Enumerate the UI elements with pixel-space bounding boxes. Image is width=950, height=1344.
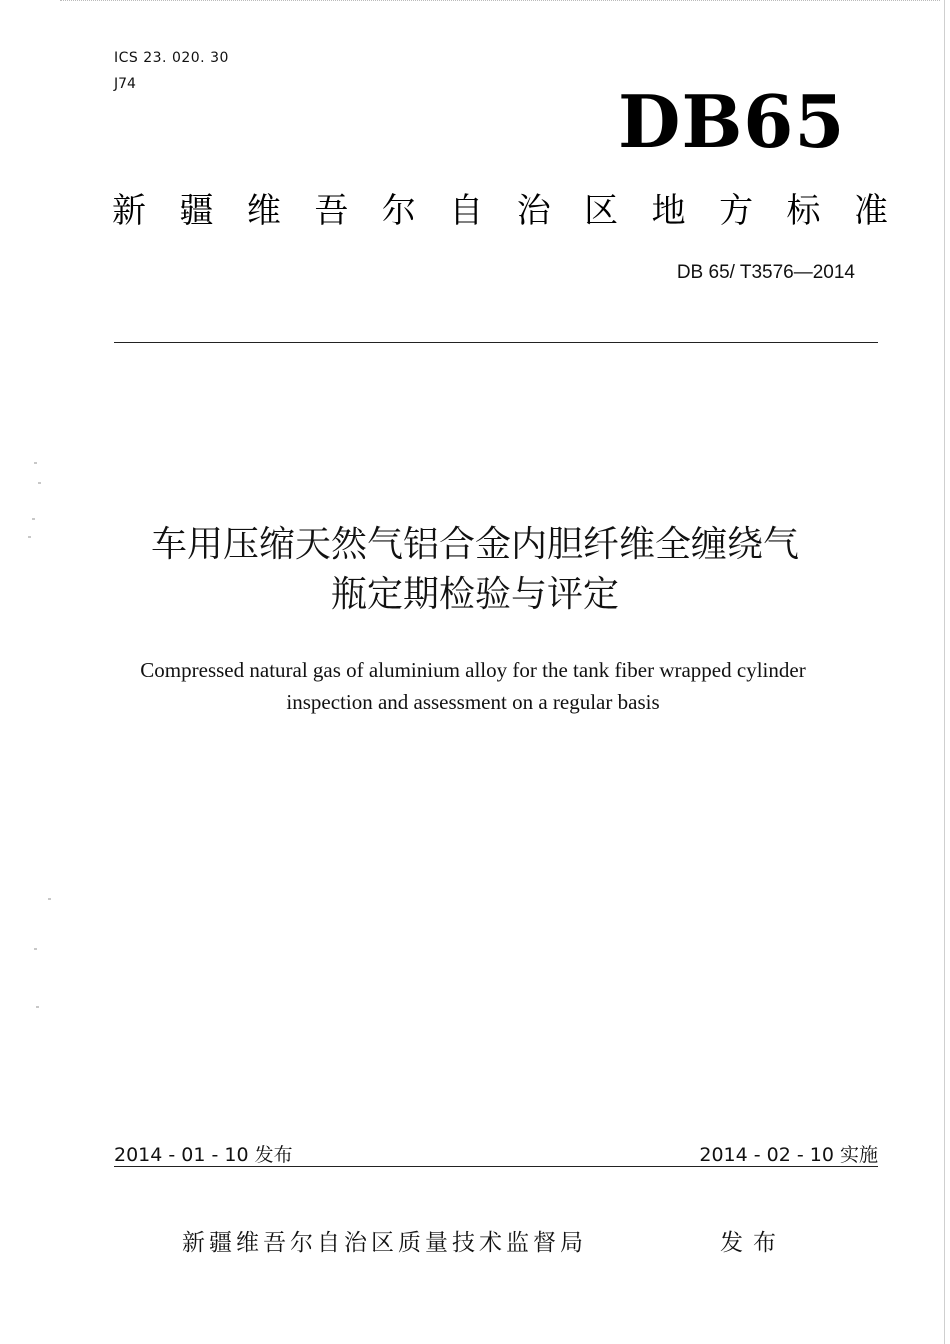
heading-char: 维 — [246, 191, 281, 231]
standard-logo: DB65 — [618, 79, 846, 164]
scan-speck — [32, 518, 35, 520]
scan-edge-artifact — [60, 0, 940, 9]
issue-action: 发布 — [720, 1230, 786, 1256]
scan-edge-artifact — [944, 0, 945, 1344]
top-divider — [114, 342, 878, 343]
chinese-title-line-2: 瓶定期检验与评定 — [330, 574, 619, 615]
implementation-date: 2014 - 02 - 10 实施 — [699, 1144, 878, 1166]
scan-speck — [34, 462, 37, 464]
standard-number: DB 65/ T3576—2014 — [676, 262, 855, 283]
scan-speck — [36, 1006, 39, 1008]
heading-char: 疆 — [179, 191, 214, 231]
scan-speck — [34, 948, 37, 950]
english-title — [60, 654, 886, 718]
heading-char: 准 — [853, 191, 888, 231]
scan-speck — [28, 536, 31, 538]
heading-char: 新 — [112, 191, 146, 231]
issuing-authority: 新疆维吾尔自治区质量技术监督局 — [182, 1230, 587, 1256]
scan-speck — [48, 898, 51, 900]
issue-date: 2014 - 01 - 10 发布 — [114, 1144, 293, 1166]
ccs-code: J74 — [114, 76, 136, 92]
heading-char: 标 — [786, 191, 821, 231]
chinese-title — [60, 520, 890, 620]
heading-char: 自 — [449, 191, 484, 231]
bottom-divider — [114, 1166, 878, 1167]
heading-char: 区 — [584, 191, 619, 231]
chinese-title-line-1: 车用压缩天然气铝合金内胆纤维全缠绕气 — [150, 524, 799, 565]
standard-type-heading — [112, 190, 888, 232]
heading-char: 吾 — [314, 191, 349, 231]
heading-char: 尔 — [381, 191, 416, 231]
heading-char: 治 — [516, 191, 551, 231]
scan-speck — [38, 482, 41, 484]
heading-char: 方 — [719, 191, 754, 231]
heading-char: 地 — [651, 191, 686, 231]
ics-code: ICS 23. 020. 30 — [114, 50, 229, 66]
english-title-line-2: inspection and assessment on a regular basis — [286, 690, 660, 714]
english-title-line-1: Compressed natural gas of aluminium alloy for the tank fiber wrapped cylinder — [140, 658, 806, 682]
